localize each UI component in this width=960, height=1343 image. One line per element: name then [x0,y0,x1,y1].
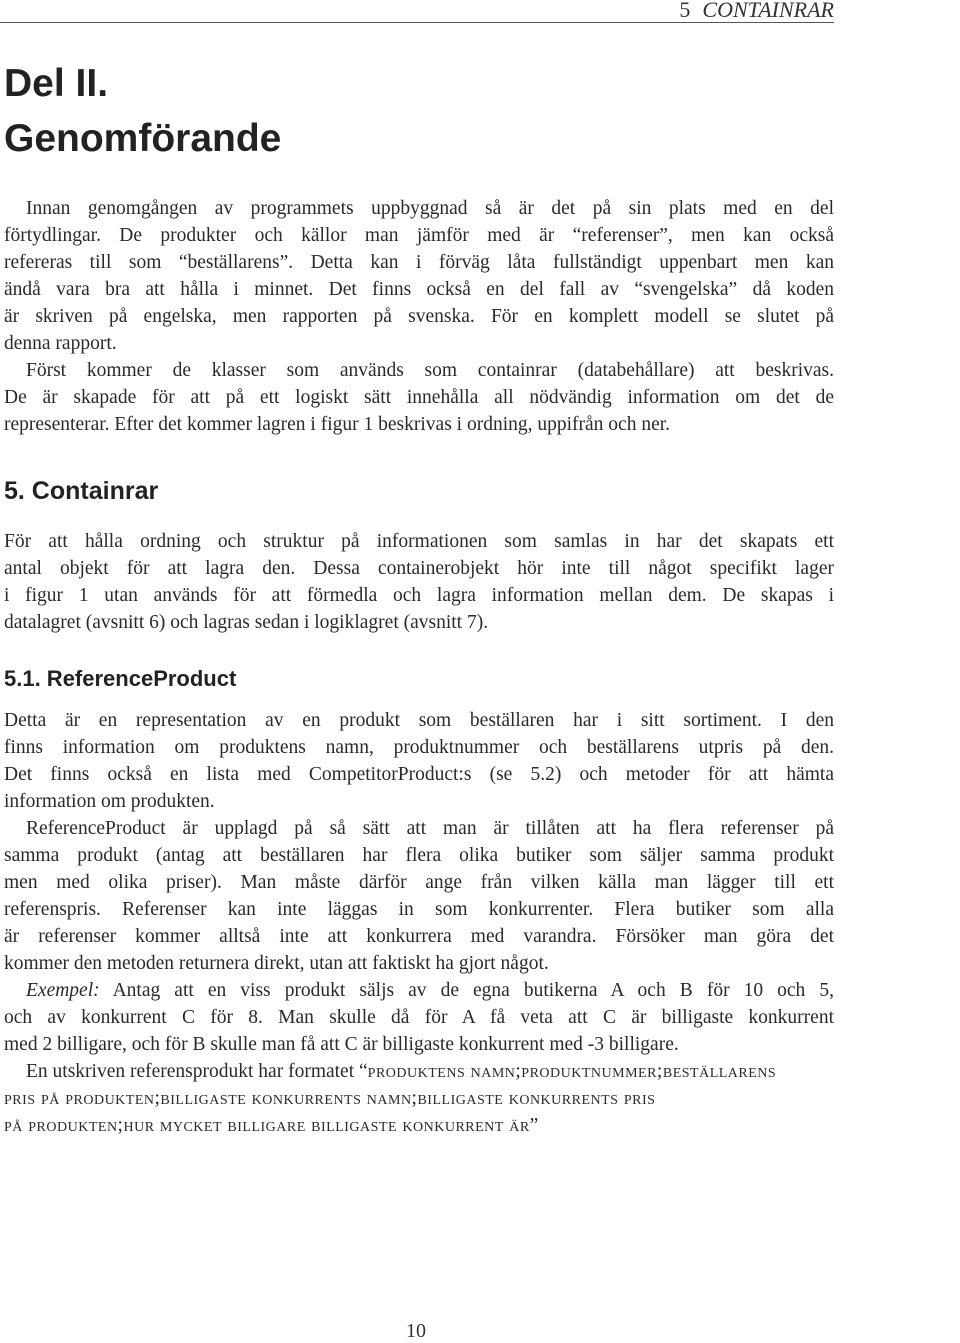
intro-paragraph-2 [4,357,834,438]
subsection-paragraph-4 [4,1058,956,1139]
text-line: denna rapport. [4,333,117,354]
text-line: samma produkt (antag att beställaren har flera olika butiker som säljer samma produkt [4,845,834,866]
running-header-text [679,0,834,23]
text-line: förtydlingar. De produkter och källor man jämför med är “referenser”, men kan också [4,225,834,246]
subsection-paragraph-3 [4,977,834,1058]
format-text: produktens namn;produktnummer;beställarens [367,1061,777,1082]
text-line: i figur 1 utan används för att förmedla och lagra information mellan dem. De skapas i [4,585,834,606]
example-text: Antag att en viss produkt säljs av de egna butikerna A och B för 10 och 5, [99,980,834,1001]
text-line: För att hålla ordning och struktur på informationen som samlas in har det skapats ett [4,531,834,552]
text-line: finns information om produktens namn, produktnummer och beställarens utpris på den. [4,737,834,758]
page-number: 10 [406,1320,426,1342]
intro-paragraph-1 [4,195,834,357]
section-heading: 5. Containrar [4,477,159,505]
text-line: information om produkten. [4,791,215,812]
example-label: Exempel: [26,980,100,1001]
part-title-line-1: Del II. [4,62,109,105]
text-line: med 2 billigare, och för B skulle man få att C är billigaste konkurrent med -3 billigare. [4,1034,679,1055]
text-line: men med olika priser). Man måste därför ange från vilken källa man lägger till ett [4,872,834,893]
text-line: ändå vara bra att hålla i minnet. Det finns också en del fall av “svengelska” då koden [4,279,834,300]
text-line: representerar. Efter det kommer lagren i figur 1 beskrivas i ordning, uppifrån och ner. [4,414,671,435]
format-text: på produkten;hur mycket billigare billigaste konkurrent är [4,1115,530,1136]
text-line: Först kommer de klasser som används som containrar (databehållare) att beskrivas. [26,360,834,381]
text-line: Detta är en representation av en produkt som beställaren har i sitt sortiment. I den [4,710,834,731]
text-line [4,1058,956,1085]
format-close: ” [529,1115,539,1136]
subsection-paragraph-1 [4,707,834,815]
text-line [4,1085,956,1112]
part-title [4,56,281,166]
text-line: referenspris. Referenser kan inte läggas in som konkurrenter. Flera butiker som alla [4,899,834,920]
text-line: ReferenceProduct är upplagd på så sätt att man är tillåten att ha flera referenser på [26,818,834,839]
text-line: är referenser kommer alltså inte att konkurrera med varandra. Försöker man göra det [4,926,834,947]
text-line: De är skapade för att på ett logiskt sätt innehålla all nödvändig information om det de [4,387,834,408]
text-line [4,1112,956,1139]
text-line: refereras till som “beställarens”. Detta kan i förväg låta fullständigt uppenbart men kan [4,252,834,273]
format-text: pris på produkten;billigaste konkurrents namn;billigaste konkurrents pris [4,1088,656,1109]
part-title-line-2: Genomförande [4,117,282,160]
running-header [0,0,834,23]
chapter-number: 5 [679,0,691,22]
format-intro: En utskriven referensprodukt har formatet “ [26,1061,368,1082]
chapter-title: CONTAINRAR [702,0,834,22]
text-line: Innan genomgången av programmets uppbyggnad så är det på sin plats med en del [26,198,834,219]
subsection-paragraph-2 [4,815,834,977]
text-line [4,977,834,1004]
subsection-heading: 5.1. ReferenceProduct [4,666,237,691]
text-line: Det finns också en lista med CompetitorProduct:s (se 5.2) och metoder för att hämta [4,764,834,785]
text-line: antal objekt för att lagra den. Dessa containerobjekt hör inte till något specifikt lager [4,558,834,579]
text-line: datalagret (avsnitt 6) och lagras sedan i logiklagret (avsnitt 7). [4,612,489,633]
text-line: är skriven på engelska, men rapporten på svenska. För en komplett modell se slutet på [4,306,834,327]
text-line: och av konkurrent C för 8. Man skulle då för A få veta att C är billigaste konkurrent [4,1007,834,1028]
section-paragraph-1 [4,528,834,636]
text-line: kommer den metoden returnera direkt, utan att faktiskt ha gjort något. [4,953,549,974]
